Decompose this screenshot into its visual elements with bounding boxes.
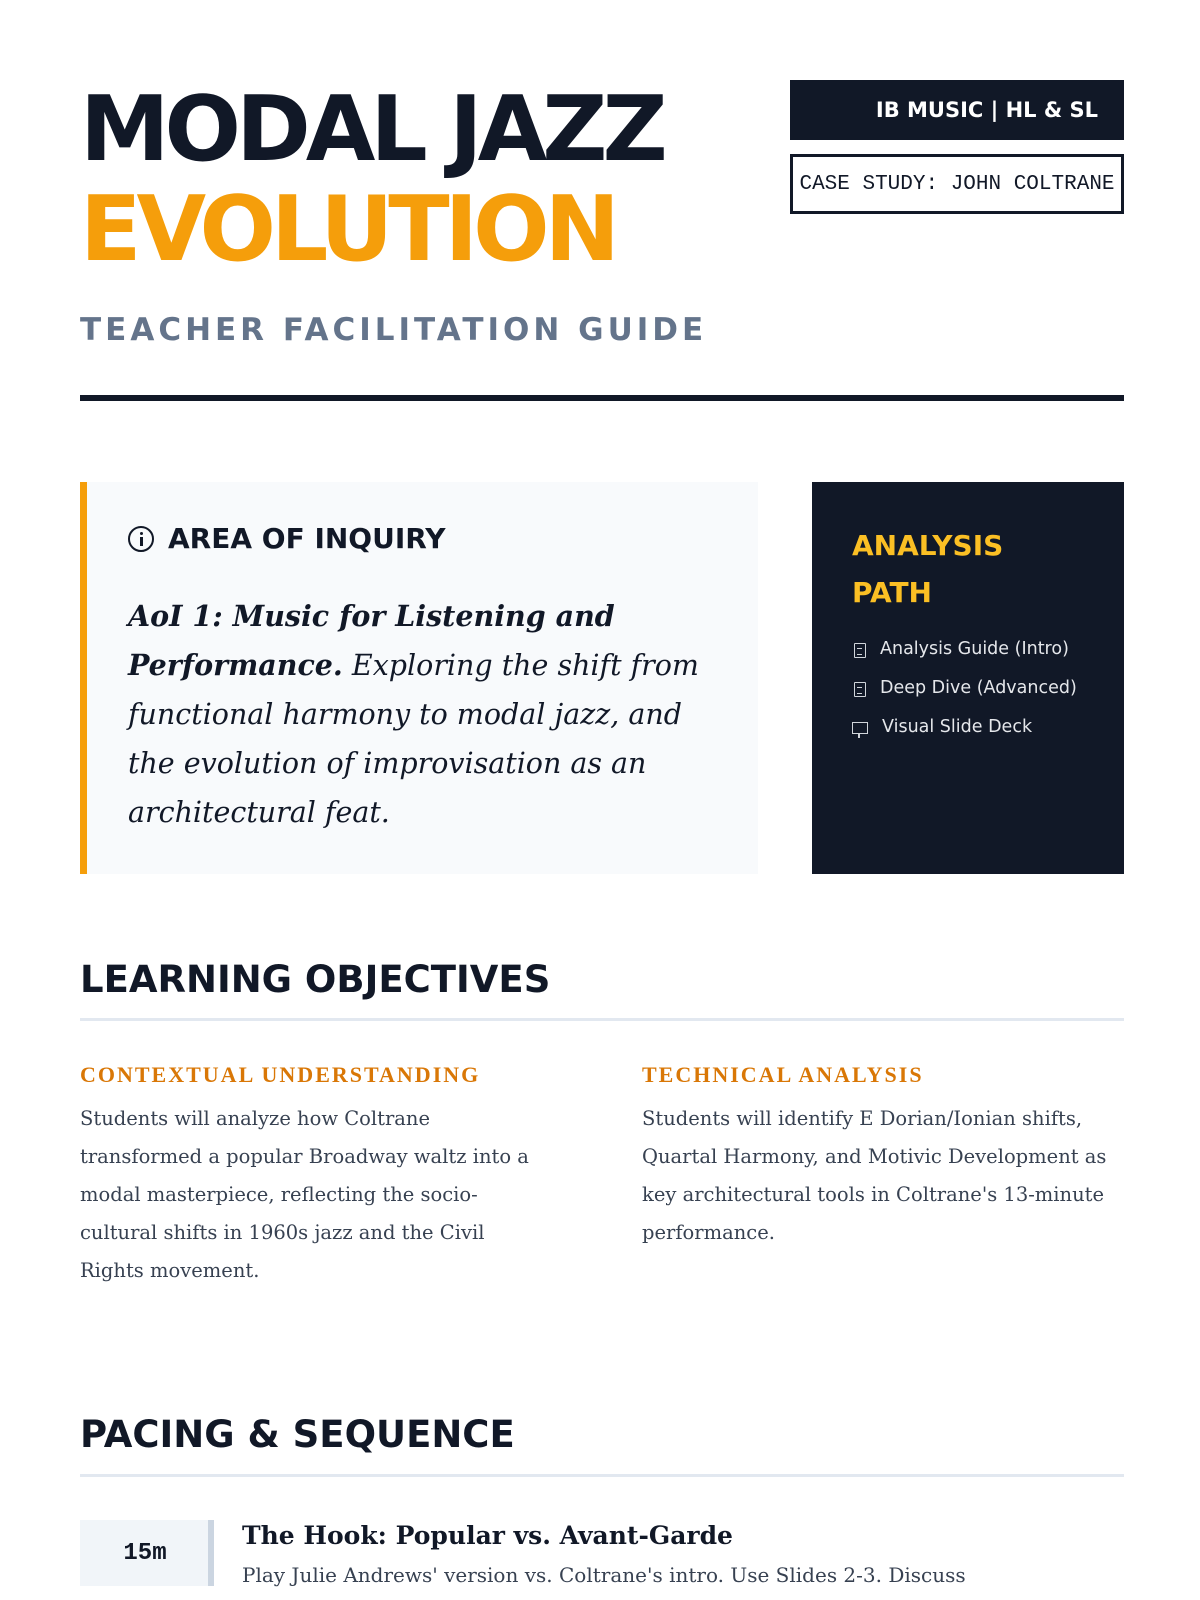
analysis-link-label: Deep Dive (Advanced): [880, 678, 1077, 698]
objective-contextual: [80, 1062, 550, 1290]
analysis-link-label: Visual Slide Deck: [882, 717, 1033, 737]
analysis-link-slide-deck[interactable]: [852, 714, 1102, 741]
presentation-icon: [852, 722, 868, 734]
objective-text: Students will identify E Dorian/Ionian shifts, Quartal Harmony, and Motivic Development as key architectural tools in Coltrane's 13-minute performance.: [642, 1107, 1107, 1244]
case-study-badge: CASE STUDY: JOHN COLTRANE: [790, 154, 1124, 214]
analysis-path-card: [812, 482, 1124, 874]
analysis-link-label: Analysis Guide (Intro): [880, 639, 1069, 659]
area-of-inquiry-title: AREA OF INQUIRY: [168, 522, 446, 555]
pacing-step-marker: [208, 1520, 214, 1586]
document-icon: [854, 682, 866, 697]
header-divider: [80, 395, 1124, 401]
objectives-divider: [80, 1018, 1124, 1021]
pacing-duration: 15m: [80, 1520, 210, 1586]
area-of-inquiry-card: [80, 482, 758, 874]
objective-text: Students will analyze how Coltrane transformed a popular Broadway waltz into a modal masterpiece, reflecting the socio-cultural shifts in 1960s jazz and the Civil Rights movement.: [80, 1107, 529, 1282]
pacing-divider: [80, 1474, 1124, 1477]
document-icon: [854, 643, 866, 658]
objective-label: CONTEXTUAL UNDERSTANDING: [80, 1062, 481, 1087]
objective-technical: [642, 1062, 1112, 1252]
area-of-inquiry-lead: AoI 1: Music for Listening and Performance.: [128, 599, 615, 682]
analysis-link-guide[interactable]: [852, 636, 1102, 663]
pacing-step-title: The Hook: Popular vs. Avant-Garde: [242, 1521, 733, 1550]
title-line-1: MODAL JAZZ: [80, 77, 663, 182]
learning-objectives-heading: LEARNING OBJECTIVES: [80, 958, 551, 1001]
pacing-step-description: Play Julie Andrews' version vs. Coltrane's intro. Use Slides 2-3. Discuss: [242, 1563, 966, 1587]
analysis-link-deep-dive[interactable]: [852, 675, 1102, 702]
page-subtitle: TEACHER FACILITATION GUIDE: [80, 312, 708, 348]
objective-label: TECHNICAL ANALYSIS: [642, 1062, 924, 1087]
analysis-path-title: ANALYSIS PATH: [852, 529, 1004, 609]
area-of-inquiry-text: [128, 592, 718, 837]
area-of-inquiry-body: Exploring the shift from functional harmony to modal jazz, and the evolution of improvisation as an architectural feat.: [128, 649, 699, 829]
area-of-inquiry-heading: [128, 522, 446, 555]
analysis-path-list: [852, 636, 1102, 753]
course-badge: IB MUSIC | HL & SL: [790, 80, 1124, 140]
pacing-heading: PACING & SEQUENCE: [80, 1413, 515, 1456]
info-icon: [128, 526, 154, 552]
title-line-2: EVOLUTION: [80, 177, 615, 282]
